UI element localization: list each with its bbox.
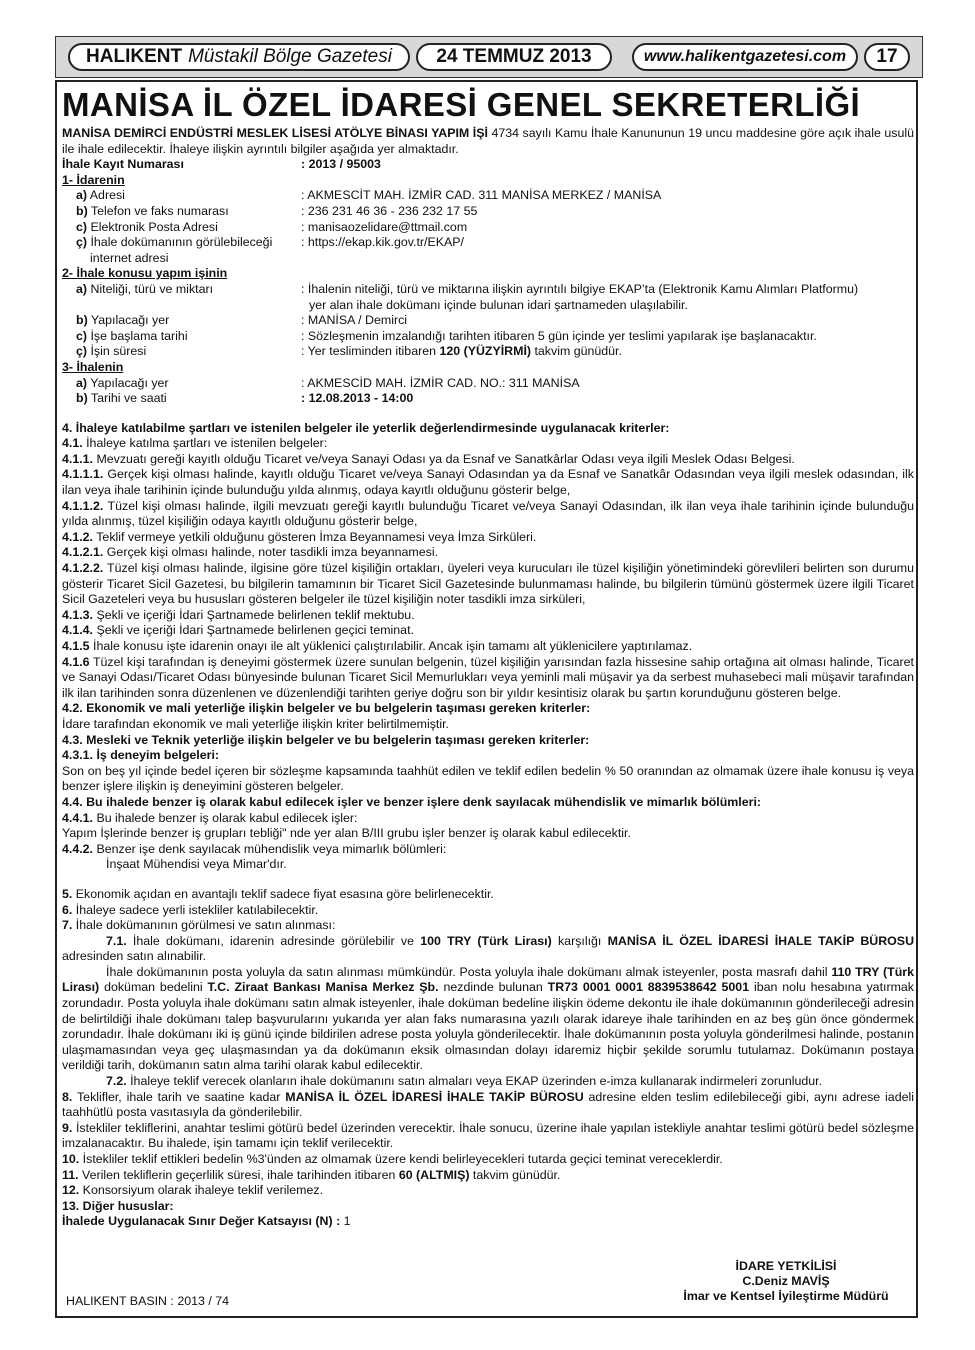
section-4-heading: 4. İhaleye katılabilme şartları ve istenilen belgeler ile yeterlik değerlendirmesinde uygulanacak kriterler: <box>62 420 670 435</box>
item-4-4-1: 4.4.1. Bu ihalede benzer iş olarak kabul edilecek işler: <box>62 810 358 825</box>
text-4-4-2: İnşaat Mühendisi veya Mimar'dır. <box>106 857 287 872</box>
idare-heading: 1- İdarenin <box>62 172 125 187</box>
signature-title: İDARE YETKİLİSİ <box>735 1259 837 1273</box>
item-11: 11. Verilen tekliflerin geçerlilik süresi, ihale tarihinden itibaren 60 (ALTMIŞ) takvim günüdür. <box>62 1167 561 1182</box>
idare-row-a: a) Adresi : AKMESCİT MAH. İZMİR CAD. 311 MANİSA MERKEZ / MANİSA <box>76 188 662 203</box>
signatory-name: C.Deniz MAVİŞ <box>742 1274 830 1288</box>
kayit-row: İhale Kayıt Numarası : 2013 / 95003 <box>62 157 381 172</box>
ihale-tarih-row: b) Tarihi ve saati : 12.08.2013 - 14:00 <box>76 391 414 406</box>
item-4-1-3: 4.1.3. Şekli ve içeriği İdari Şartnamede belirlenen teklif mektubu. <box>62 607 415 622</box>
signatory-role: İmar ve Kentsel İyileştirme Müdürü <box>683 1289 889 1303</box>
item-4-1-6: 4.1.6 Tüzel kişi tarafından iş deneyimi göstermek üzere sunulan belgenin, tüzel kişiliğin yarısından fazla hissesine sahip ortağına ait olması halinde, Ticaret ve Sanayi Odası/Ticaret Odası bünyesinde bulunan Ticaret Sicil Memurlukları veya yeminli mali müşavir ya da serbest muhasebeci mali müşavir tarafından ilk ilan tarihinden sonra düzenlenen ve düzenlendiği tarihten geriye doğru son bir yıldır kesintisiz olarak bu şartın korunduğunu gösteren belge. <box>62 654 914 700</box>
konu-row-d: ç) İşin süresi : Yer tesliminden itibaren 120 (YÜZYİRMİ) takvim günüdür. <box>76 344 622 359</box>
konu-row-c: c) İşe başlama tarihi : Sözleşmenin imzalandığı tarihten itibaren 5 gün içinde yer teslimi yapılarak işe başlanacaktır. <box>76 328 817 343</box>
heading-4-2: 4.2. Ekonomik ve mali yeterliğe ilişkin belgeler ve bu belgelerin taşıması gereken kriterler: <box>62 701 591 716</box>
idare-row-d: ç) İhale dokümanının görülebileceği : https://ekap.kik.gov.tr/EKAP/ <box>62 235 914 251</box>
project-name: MANİSA DEMİRCİ ENDÜSTRİ MESLEK LİSESİ ATÖLYE BİNASI YAPIM İŞİ <box>62 126 488 140</box>
item-8: 8. Teklifler, ihale tarih ve saatine kadar MANİSA İL ÖZEL İDARESİ İHALE TAKİP BÜROSU adresine elden teslim edilebileceği gibi, aynı adrese iadeli taahhütlü posta vasıtasıyla da gönderilebilir. <box>62 1089 914 1120</box>
heading-4-3: 4.3. Mesleki ve Teknik yeterliğe ilişkin belgeler ve bu belgelerin taşıması gereken kriterler: <box>62 732 590 747</box>
konu-row-a: a) Niteliği, türü ve miktarı : İhalenin niteliği, türü ve miktarına ilişkin ayrıntılı bilgiye EKAP’ta (Elektronik Kamu Alımları Platformu) <box>76 281 859 296</box>
text-4-4-1: Yapım İşlerinde benzer iş grupları tebliği" nde yer alan B/III grubu işler benzer iş olarak kabul edilecektir. <box>62 826 631 841</box>
item-4-1-1-2: 4.1.1.2. Tüzel kişi olması halinde, ilgili mevzuatı gereği kayıtlı bulunduğu Ticaret ve/veya Sanayi Odasından, ilk ilan veya ihale tarihinin içinde bulunduğu yılda alınmış, tüzel kişiliğin odaya kayıtlı olduğunu gösterir belge, <box>62 498 914 529</box>
website-link[interactable]: www.halikentgazetesi.com <box>632 43 858 71</box>
item-13: 13. Diğer hususlar: <box>62 1198 174 1213</box>
heading-4-4: 4.4. Bu ihalede benzer iş olarak kabul edilecek işler ve benzer işlere denk sayılacak mühendislik ve mimarlık bölümleri: <box>62 794 762 809</box>
idare-row-b: b) Telefon ve faks numarası : 236 231 46 36 - 236 232 17 55 <box>76 203 478 218</box>
item-12: 12. Konsorsiyum olarak ihaleye teklif verilemez. <box>62 1183 324 1198</box>
email-link[interactable]: : manisaozelidare@ttmail.com <box>301 219 468 234</box>
intro-paragraph: MANİSA DEMİRCİ ENDÜSTRİ MESLEK LİSESİ ATÖLYE BİNASI YAPIM İŞİ 4734 sayılı Kamu İhale Kanununun 19 uncu maddesine göre açık ihale usulü ile ihale edilecektir. İhaleye ilişkin ayrıntılı bilgiler aşağıda yer almaktadır. <box>62 126 914 156</box>
text-4-2: İdare tarafından ekonomik ve mali yeterliğe ilişkin kriter belirtilmemiştir. <box>62 716 450 731</box>
masthead-subtitle: Müstakil Bölge Gazetesi <box>188 46 392 67</box>
item-7-1: 7.1. İhale dokümanı, idarenin adresinde görülebilir ve 100 TRY (Türk Lirası) karşılığı MANİSA İL ÖZEL İDARESİ İHALE TAKİP BÜROSU adresinden satın alınabilir. <box>62 933 915 964</box>
page-number: 17 <box>864 43 910 71</box>
item-9: 9. İstekliler tekliflerini, anahtar teslimi götürü bedel üzerinden verecektir. İhale sonucu, üzerine ihale yapılan istekliyle anahtar teslimi götürü bedel sözleşme imzalanacaktır. Bu ihalede, işin tamamı için teklif verilecektir. <box>62 1120 914 1151</box>
item-4-1-2-1: 4.1.2.1. Gerçek kişi olması halinde, noter tasdikli imza beyannamesi. <box>62 545 439 560</box>
postal-purchase-paragraph: İhale dokümanının posta yoluyla da satın alınması mümkündür. Posta yoluyla ihale dokümanı almak isteyenler, posta masrafı dahil 110 TRY (Türk Lirası) doküman bedelini T.C. Ziraat Bankası Manisa Merkez Şb. nezdinde bulunan TR73 0001 0001 8839538642 5001 iban nolu hesabına yatırmak zorundadır. Posta yoluyla ihale dokümanı satın almak isteyenler, ihale doküman bedeline ilişkin ödeme dekontu ile ihale dokümanının gönderileceği adresin de belirtildiği ihale dokümanı talep başvurularını yukarıda yer alan faks numarasına yazılı olarak idareye ihale tarihinden en az beş gün önce göndermek zorundadır. İhale dokümanı iki iş günü içinde bildirilen adrese posta yoluyla gönderilecektir. İhale dokümanının posta yoluyla gönderilmesi halinde, postanın ulaşmamasından veya geç ulaşmasından ya da dokümanın eksik olmasından dolayı idaremiz hiçbir şekilde sorumlu tutulamaz. Dokümanın postaya verildiği tarih, dokümanın satın alma tarihi olarak kabul edilecektir. <box>62 964 914 1073</box>
item-7: 7. İhale dokümanının görülmesi ve satın alınması: <box>62 918 336 933</box>
item-4-1: 4.1. İhaleye katılma şartları ve istenilen belgeler: <box>62 436 328 451</box>
item-4-1-4: 4.1.4. Şekli ve içeriği İdari Şartnamede belirlenen geçici teminat. <box>62 623 414 638</box>
ihale-yer-row: a) Yapılacağı yer : AKMESCİD MAH. İZMİR CAD. NO.: 311 MANİSA <box>76 375 580 390</box>
issue-date: 24 TEMMUZ 2013 <box>416 43 612 71</box>
item-4-1-2: 4.1.2. Teklif vermeye yetkili olduğunu gösteren İmza Beyannamesi veya İmza Sirküleri. <box>62 529 537 544</box>
item-6: 6. İhaleye sadece yerli istekliler katılabilecektir. <box>62 902 319 917</box>
item-4-1-2-2: 4.1.2.2. Tüzel kişi olması halinde, ilgisine göre tüzel kişiliğin ortakları, üyeleri veya kurucuları ile tüzel kişiliğin yönetimindeki görevlileri belirten son durumu gösterir Ticaret Sicil Gazetesi, bu bilgilerin tamamının bir Ticaret Sicil Gazetesinde bulunmaması halinde, bu bilgilerin tümünü göstermek üzere ilgili Ticaret Sicil Gazeteleri veya bu hususları gösteren belgeler ile tüzel kişiliğin noter tasdikli imza sirküleri, <box>62 561 914 607</box>
item-4-1-1-1: 4.1.1.1. Gerçek kişi olması halinde, kayıtlı olduğu Ticaret ve/veya Sanayi Odasından ya da Esnaf ve Sanatkâr Odasından veya ilgili meslek odasından, ilk ilan veya ihale tarihinin içinde bulunduğu yılda alınmış, odaya kayıtlı olduğunu gösterir belge, <box>62 467 914 498</box>
signature-block <box>655 1259 917 1304</box>
ihalenin-heading: 3- İhalenin <box>62 359 124 374</box>
konu-row-b: b) Yapılacağı yer : MANİSA / Demirci <box>76 313 408 328</box>
masthead-name: HALIKENT <box>86 46 183 67</box>
heading-4-3-1: 4.3.1. İş deneyim belgeleri: <box>62 748 220 763</box>
tender-notice: MANİSA DEMİRCİ ENDÜSTRİ MESLEK LİSESİ ATÖLYE BİNASI YAPIM İŞİ 4734 sayılı Kamu İhale Kanununun 19 uncu maddesine göre açık ihale usulü ile ihale edilecektir. İhaleye ilişkin ayrıntılı bilgiler aşağıda yer almaktadır. İhale Kayıt Numarası : 2013 / 95003 1- İdarenin a) Adresi : AKMESCİT MAH. İZMİR CAD. 311 MANİSA MERKEZ / MANİSA b) Telefon ve faks numarası : 236 231 46 36 - 236 232 17 55 c) Elektronik Posta Adresi : manisaozelidare@ttmail.com ç) İhale dokümanının görülebileceği : https://ekap.kik.gov.tr/EKAP/ internet adresi 2- İhale konusu yapım işinin a) Niteliği, türü ve miktarı : İhalenin niteliği, türü ve miktarına ilişkin ayrıntılı bilgiye EKAP’ta (Elektronik Kamu Alımları Platformu) yer alan ihale dokümanı içinde bulunan idari şartnameden ulaşılabilir. b) Yapılacağı yer : MANİSA / Demirci c) İşe başlama tarihi : Sözleşmenin imzalandığı tarihten itibaren 5 gün içinde yer teslimi yapılarak işe başlanacaktır. ç) İşin süresi : Yer tesliminden itibaren 120 (YÜZYİRMİ) takvim günüdür. 3- İhalenin a) Yapılacağı yer : AKMESCİD MAH. İZMİR CAD. NO.: 311 MANİSA b) Tarihi ve saati : 12.08.2013 - 14:00 4. İhaleye katılabilme şartları ve istenilen belgeler ile yeterlik değerlendirmesinde uygulanacak kriterler: 4.1. İhaleye katılma şartları ve istenilen belgeler: 4.1.1. Mevzuatı gereği kayıtlı olduğu Ticaret ve/veya Sanayi Odası ya da Esnaf ve Sanatkârlar Odası veya ilgili Meslek Odası Belgesi. 4.1.1.1. Gerçek kişi olması halinde, kayıtlı olduğu Ticaret ve/veya Sanayi Odasından ya da Esnaf ve Sanatkâr Odasından veya ilgili meslek odasından, ilk ilan veya ihale tarihinin içinde bulunduğu yılda alınmış, odaya kayıtlı olduğunu gösterir belge, 4.1.1.2. Tüzel kişi olması halinde, ilgili mevzuatı gereği kayıtlı bulunduğu Ticaret ve/veya Sanayi Odasından, ilk ilan veya ihale tarihinin içinde bulunduğu yılda alınmış, tüzel kişiliğin odaya kayıtlı olduğunu gösterir belge, 4.1.2. Teklif vermeye yetkili olduğunu gösteren İmza Beyannamesi veya İmza Sirküleri. 4.1.2.1. Gerçek kişi olması halinde, noter tasdikli imza beyannamesi. 4.1.2.2. Tüzel kişi olması halinde, ilgisine göre tüzel kişiliğin ortakları, üyeleri veya kurucuları ile tüzel kişiliğin yönetimindeki görevlileri belirten son durumu gösterir Ticaret Sicil Gazetesi, bu bilgilerin tamamının bir Ticaret Sicil Gazetesinde bulunmaması halinde, bu bilgilerin tümünü göstermek üzere ilgili Ticaret Sicil Gazeteleri veya bu hususları gösteren belgeler ile tüzel kişiliğin noter tasdikli imza sirküleri, 4.1.3. Şekli ve içeriği İdari Şartnamede belirlenen teklif mektubu. 4.1.4. Şekli ve içeriği İdari Şartnamede belirlenen geçici teminat. 4.1.5 İhale konusu işte idarenin onayı ile alt yüklenici çalıştırılabilir. Ancak işin tamamı alt yüklenicilere yaptırılamaz. 4.1.6 Tüzel kişi tarafından iş deneyimi göstermek üzere sunulan belgenin, tüzel kişiliğin yarısından fazla hissesine sahip ortağına ait olması halinde, Ticaret ve Sanayi Odası/Ticaret Odası bünyesinde bulunan Ticaret Sicil Memurlukları veya yeminli mali müşavir ya da serbest muhasebeci mali müşavir tarafından ilk ilan tarihinden sonra düzenlenen ve düzenlendiği tarihten geriye doğru son bir yıldır kesintisiz olarak bu şartın korunduğunu gösteren belge. 4.2. Ekonomik ve mali yeterliğe ilişkin belgeler ve bu belgelerin taşıması gereken kriterler: İdare tarafından ekonomik ve mali yeterliğe ilişkin kriter belirtilmemiştir. 4.3. Mesleki ve Teknik yeterliğe ilişkin belgeler ve bu belgelerin taşıması gereken kriterler: 4.3.1. İş deneyim belgeleri: Son on beş yıl içinde bedel içeren bir sözleşme kapsamında taahhüt edilen ve teklif edilen bedelin % 50 oranından az olmamak üzere ihale konusu iş veya benzer işlere ilişkin iş deneyimini gösteren belgeler. 4.4. Bu ihalede benzer iş olarak kabul edilecek işler ve benzer işlere denk sayılacak mühendislik ve mimarlık bölümleri: 4.4.1. Bu ihalede benzer iş olarak kabul edilecek işler: Yapım İşlerinde benzer iş grupları tebliği" nde yer alan B/III grubu işler benzer iş olarak kabul edilecektir. 4.4.2. Benzer işe denk sayılacak mühendislik veya mimarlık bölümleri: İnşaat Mühendisi veya Mimar'dır. 5. Ekonomik açıdan en avantajlı teklif sadece fiyat esasına göre belirlenecektir. 6. İhaleye sadece yerli istekliler katılabilecektir. 7. İhale dokümanının görülmesi ve satın alınması: 7.1. İhale dokümanı, idarenin adresinde görülebilir ve 100 TRY (Türk Lirası) karşılığı MANİSA İL ÖZEL İDARESİ İHALE TAKİP BÜROSU adresinden satın alınabilir. İhale dokümanının posta yoluyla da satın alınması mümkündür. Posta yoluyla ihale dokümanı almak isteyenler, posta masrafı dahil 110 TRY (Türk Lirası) doküman bedelini T.C. Ziraat Bankası Manisa Merkez Şb. nezdinde bulunan TR73 0001 0001 8839538642 5001 iban nolu hesabına yatırmak zorundadır. Posta yoluyla ihale dokümanı satın almak isteyenler, ihale doküman bedeline ilişkin ödeme dekontu ile ihale dokümanının gönderileceği adresin de belirtildiği ihale dokümanı talep başvurularını yukarıda yer alan faks numarasına yazılı olarak idareye ihale tarihinden en az beş gün önce göndermek zorundadır. İhale dokümanı iki iş günü içinde bildirilen adrese posta yoluyla gönderilecektir. İhale dokümanının posta yoluyla gönderilmesi halinde, postanın ulaşmamasından veya geç ulaşmasından ya da dokümanın eksik olmasından dolayı idaremiz hiçbir şekilde sorumlu tutulamaz. Dokümanın postaya verildiği tarih, dokümanın satın alma tarihi olarak kabul edilecektir. 7.2. İhaleye teklif verecek olanların ihale dokümanını satın almaları veya EKAP üzerinden e-imza kullanarak indirmeleri zorunludur. 8. Teklifler, ihale tarih ve saatine kadar MANİSA İL ÖZEL İDARESİ İHALE TAKİP BÜROSU adresine elden teslim edilebileceği gibi, aynı adrese iadeli taahhütlü posta vasıtasıyla da gönderilebilir. 9. İstekliler tekliflerini, anahtar teslimi götürü bedel üzerinden verecektir. İhale sonucu, üzerine ihale yapılan istekliyle anahtar teslimi götürü bedel sözleşme imzalanacaktır. Bu ihalede, işin tamamı için teklif verilecektir. 10. İstekliler teklif ettikleri bedelin %3'ünden az olmamak üzere kendi belirleyecekleri tutarda geçici teminat vereceklerdir. 11. Verilen tekliflerin geçerlilik süresi, ihale tarihinden itibaren 60 (ALTMIŞ) takvim günüdür. 12. Konsorsiyum olarak ihaleye teklif verilemez. 13. Diğer hususlar: İhalede Uygulanacak Sınır Değer Katsayısı (N) : 1 <box>62 126 915 1229</box>
item-4-4-2: 4.4.2. Benzer işe denk sayılacak mühendislik veya mimarlık bölümleri: <box>62 841 447 856</box>
press-reference: HALIKENT BASIN : 2013 / 74 <box>66 1294 229 1308</box>
coefficient-line: İhalede Uygulanacak Sınır Değer Katsayısı (N) : 1 <box>62 1214 351 1229</box>
item-7-2: 7.2. İhaleye teklif verecek olanların ihale dokümanını satın almaları veya EKAP üzerinden e-imza kullanarak indirmeleri zorunludur. <box>106 1074 823 1089</box>
item-4-1-5: 4.1.5 İhale konusu işte idarenin onayı ile alt yüklenici çalıştırılabilir. Ancak işin tamamı alt yüklenicilere yaptırılamaz. <box>62 639 693 653</box>
konu-heading: 2- İhale konusu yapım işinin <box>62 266 228 281</box>
item-4-1-1: 4.1.1. Mevzuatı gereği kayıtlı olduğu Ticaret ve/veya Sanayi Odası ya da Esnaf ve Sanatkârlar Odası veya ilgili Meslek Odası Belgesi. <box>62 451 795 466</box>
item-5: 5. Ekonomik açıdan en avantajlı teklif sadece fiyat esasına göre belirlenecektir. <box>62 886 494 901</box>
idare-row-c: c) Elektronik Posta Adresi : manisaozelidare@ttmail.com <box>62 220 914 236</box>
item-10: 10. İstekliler teklif ettikleri bedelin %3'ünden az olmamak üzere kendi belirleyecekleri tutarda geçici teminat vereceklerdir. <box>62 1152 723 1166</box>
page-title: MANİSA İL ÖZEL İDARESİ GENEL SEKRETERLİĞİ <box>62 86 861 123</box>
text-4-3-1: Son on beş yıl içinde bedel içeren bir sözleşme kapsamında taahhüt edilen ve teklif edilen bedelin % 50 oranından az olmamak üzere ihale konusu iş veya benzer işlere ilişkin iş deneyimini gösteren belgeler. <box>62 763 914 794</box>
ekap-link[interactable]: : https://ekap.kik.gov.tr/EKAP/ <box>301 235 464 250</box>
masthead <box>68 43 410 71</box>
newspaper-header <box>55 36 923 78</box>
